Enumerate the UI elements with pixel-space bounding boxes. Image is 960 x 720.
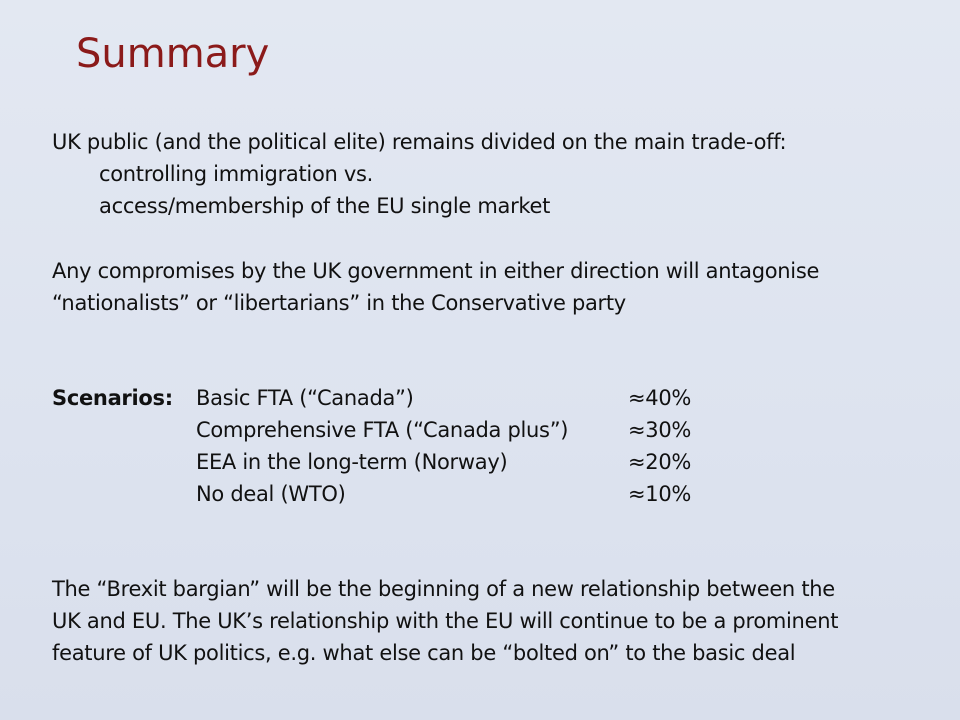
- conclusion-line-3: feature of UK politics, e.g. what else can be “bolted on” to the basic deal: [52, 641, 796, 665]
- scenario-probability: ≈40%: [628, 386, 692, 410]
- single-market-line: access/membership of the EU single market: [99, 194, 551, 218]
- scenario-name: EEA in the long-term (Norway): [196, 450, 508, 474]
- slide-title: Summary: [76, 31, 270, 77]
- trade-off-paragraph: [52, 126, 786, 222]
- scenarios-label: Scenarios:: [52, 386, 173, 410]
- trade-off-line: UK public (and the political elite) remains divided on the main trade-off:: [52, 130, 787, 154]
- conclusion-line-1: The “Brexit bargian” will be the beginning of a new relationship between the: [52, 577, 835, 601]
- immigration-line: controlling immigration vs.: [99, 162, 374, 186]
- compromise-line-1: Any compromises by the UK government in either direction will antagonise: [52, 259, 820, 283]
- conclusion-paragraph: [52, 573, 838, 669]
- scenario-name: Basic FTA (“Canada”): [196, 386, 414, 410]
- scenario-probability: ≈20%: [628, 450, 692, 474]
- scenario-probability: ≈10%: [628, 482, 692, 506]
- scenario-row: [196, 414, 756, 446]
- compromise-line-2: “nationalists” or “libertarians” in the Conservative party: [52, 291, 626, 315]
- conclusion-line-2: UK and EU. The UK’s relationship with the EU will continue to be a prominent: [52, 609, 839, 633]
- scenarios-list: [196, 382, 756, 510]
- compromise-paragraph: [52, 255, 819, 319]
- scenario-probability: ≈30%: [628, 418, 692, 442]
- scenario-row: [196, 478, 756, 510]
- scenario-name: Comprehensive FTA (“Canada plus”): [196, 418, 569, 442]
- scenario-row: [196, 446, 756, 478]
- scenario-name: No deal (WTO): [196, 482, 346, 506]
- scenario-row: [196, 382, 756, 414]
